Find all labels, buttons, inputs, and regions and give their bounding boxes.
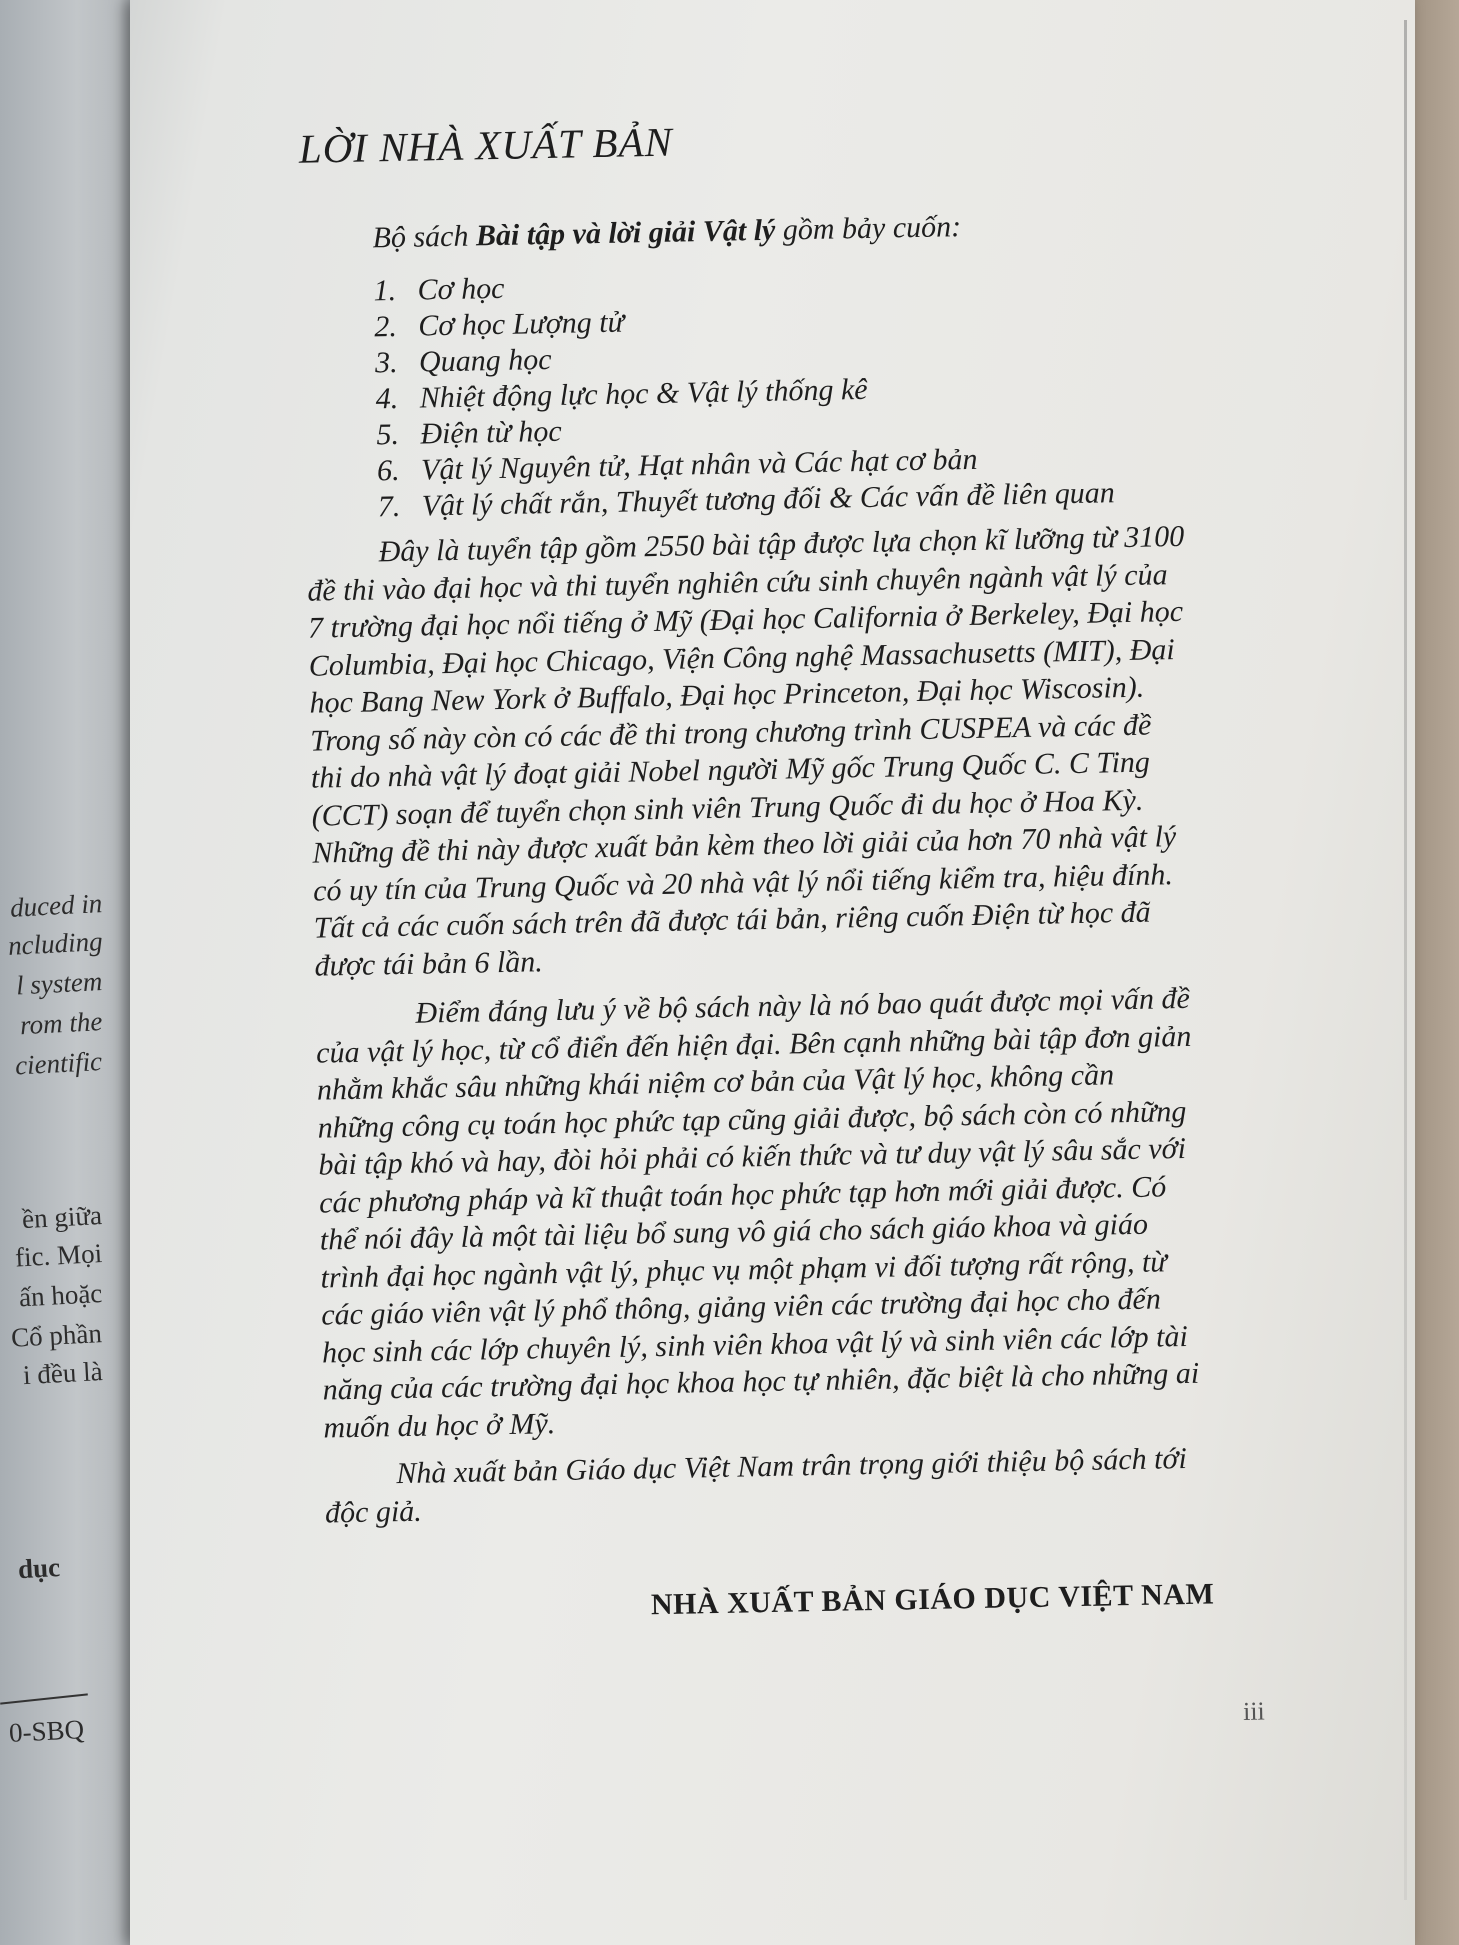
paragraph-line: năng của các trường đại học khoa học tự nhiên, đặc biệt là cho những ai <box>322 1356 1200 1407</box>
paragraph-line: những công cụ toán học phức tạp cũng giải được, bộ sách còn có những <box>317 1094 1187 1145</box>
paragraph-2 <box>315 978 1278 1446</box>
book-list <box>373 259 1115 525</box>
left-page-edge <box>0 0 140 1945</box>
book-number: 1. <box>373 273 397 308</box>
paragraph-line: trình đại học ngành vật lý, phục vụ một phạm vi đối tượng rất rộng, từ <box>320 1244 1167 1295</box>
intro-suffix: gồm bảy cuốn: <box>774 210 962 247</box>
intro-line <box>372 210 961 255</box>
paragraph-line: thể nói đây là một tài liệu bổ sung vô giá cho sách giáo khoa và giáo <box>319 1207 1149 1257</box>
paragraph-line: Trong số này còn có các đề thi trong chương trình CUSPEA và các đề <box>309 708 1152 758</box>
left-page-line: 0-SBQ <box>8 1714 85 1748</box>
paragraph-line: Những đề thi này được xuất bản kèm theo lời giải của hơn 70 nhà vật lý <box>312 820 1177 870</box>
paragraph-line: độc giả. <box>324 1494 423 1530</box>
left-page-line: i đều là <box>21 1356 103 1391</box>
left-page-line: l system <box>15 966 103 1001</box>
left-page-line: dục <box>17 1552 61 1585</box>
page-number: iii <box>1242 1696 1266 1726</box>
book-number: 2. <box>374 309 398 344</box>
paragraph-line: học sinh các lớp chuyên lý, sinh viên khoa vật lý và sinh viên các lớp tài <box>321 1319 1189 1370</box>
publisher-signature: NHÀ XUẤT BẢN GIÁO DỤC VIỆT NAM <box>650 1577 1215 1622</box>
paragraph-line: Điểm đáng lưu ý về bộ sách này là nó bao quát được mọi vấn đề <box>415 981 1191 1030</box>
left-page-line: fic. Mọi <box>14 1238 103 1273</box>
paragraph-line: được tái bản 6 lần. <box>314 944 544 983</box>
table-surface <box>1415 0 1459 1945</box>
left-page-line: duced in <box>9 888 103 923</box>
book-number: 5. <box>376 417 400 452</box>
paragraph-line: có uy tín của Trung Quốc và 20 nhà vật lý nổi tiếng kiểm tra, hiệu đính. <box>312 857 1174 908</box>
book-title: Nhiệt động lực học & Vật lý thống kê <box>419 372 868 415</box>
page-title: LỜI NHÀ XUẤT BẢN <box>298 118 674 172</box>
book-title: Vật lý Nguyên tử, Hạt nhân và Các hạt cơ bản <box>420 442 978 487</box>
paragraph-line: Đây là tuyển tập gồm 2550 bài tập được lựa chọn kĩ lưỡng từ 3100 <box>378 519 1185 569</box>
left-page-line: cientific <box>14 1046 103 1081</box>
paragraph-line: các phương pháp và kĩ thuật toán học phức tạp hơn mới giải được. Có <box>318 1169 1167 1220</box>
book-title: Cơ học <box>417 271 505 307</box>
left-page-line: ncluding <box>6 926 103 961</box>
paragraph-line: Tất cả các cuốn sách trên đã được tái bản, riêng cuốn Điện từ học đã <box>313 895 1151 945</box>
paragraph-line: nhằm khắc sâu những khái niệm cơ bản của Vật lý học, không cần <box>316 1058 1115 1107</box>
paragraph-line: muốn du học ở Mỹ. <box>323 1406 556 1445</box>
paragraph-line: thi do nhà vật lý đoạt giải Nobel người Mỹ gốc Trung Quốc C. C Ting <box>310 745 1151 795</box>
paragraph-line: Columbia, Đại học Chicago, Viện Công nghệ Massachusetts (MIT), Đại <box>308 632 1176 683</box>
book-number: 4. <box>375 381 399 416</box>
left-page-rule <box>0 1693 88 1704</box>
paragraph-line: 7 trường đại học nổi tiếng ở Mỹ (Đại học California ở Berkeley, Đại học <box>307 594 1184 645</box>
book-title: Vật lý chất rắn, Thuyết tương đối & Các vấn đề liên quan <box>421 476 1116 523</box>
series-name: Bài tập và lời giải Vật lý <box>475 213 776 253</box>
left-page-line: rom the <box>19 1006 103 1041</box>
paragraph-line: của vật lý học, từ cổ điển đến hiện đại. Bên cạnh những bài tập đơn giản <box>315 1019 1192 1070</box>
paragraph-line: Nhà xuất bản Giáo dục Việt Nam trân trọng giới thiệu bộ sách tới <box>396 1441 1188 1491</box>
book-title: Điện từ học <box>420 414 563 451</box>
page-content <box>130 0 1415 1945</box>
paragraph-1 <box>306 516 1269 984</box>
book-title: Quang học <box>418 342 552 379</box>
left-page-line: Cổ phần <box>10 1318 103 1353</box>
paragraph-line: bài tập khó và hay, đòi hỏi phải có kiến thức và tư duy vật lý sâu sắc với <box>318 1131 1187 1182</box>
book-number: 6. <box>376 453 400 488</box>
main-page <box>130 0 1415 1945</box>
left-page-line: ền giữa <box>21 1200 103 1235</box>
paragraph-3 <box>324 1438 1280 1531</box>
paragraph-line: học Bang New York ở Buffalo, Đại học Princeton, Đại học Wiscosin). <box>309 670 1145 720</box>
left-page-line: ấn hoặc <box>18 1278 103 1313</box>
paragraph-line: (CCT) soạn để tuyển chọn sinh viên Trung Quốc đi du học ở Hoa Kỳ. <box>311 783 1144 833</box>
book-number: 3. <box>374 345 398 380</box>
paragraph-line: các giáo viên vật lý phổ thông, giảng viên các trường đại học cho đến <box>320 1282 1162 1332</box>
book-number: 7. <box>377 489 401 524</box>
paragraph-line: đề thi vào đại học và thi tuyển nghiên cứu sinh chuyên ngành vật lý của <box>307 557 1168 608</box>
intro-prefix: Bộ sách <box>372 219 477 255</box>
book-title: Cơ học Lượng tử <box>417 305 625 343</box>
